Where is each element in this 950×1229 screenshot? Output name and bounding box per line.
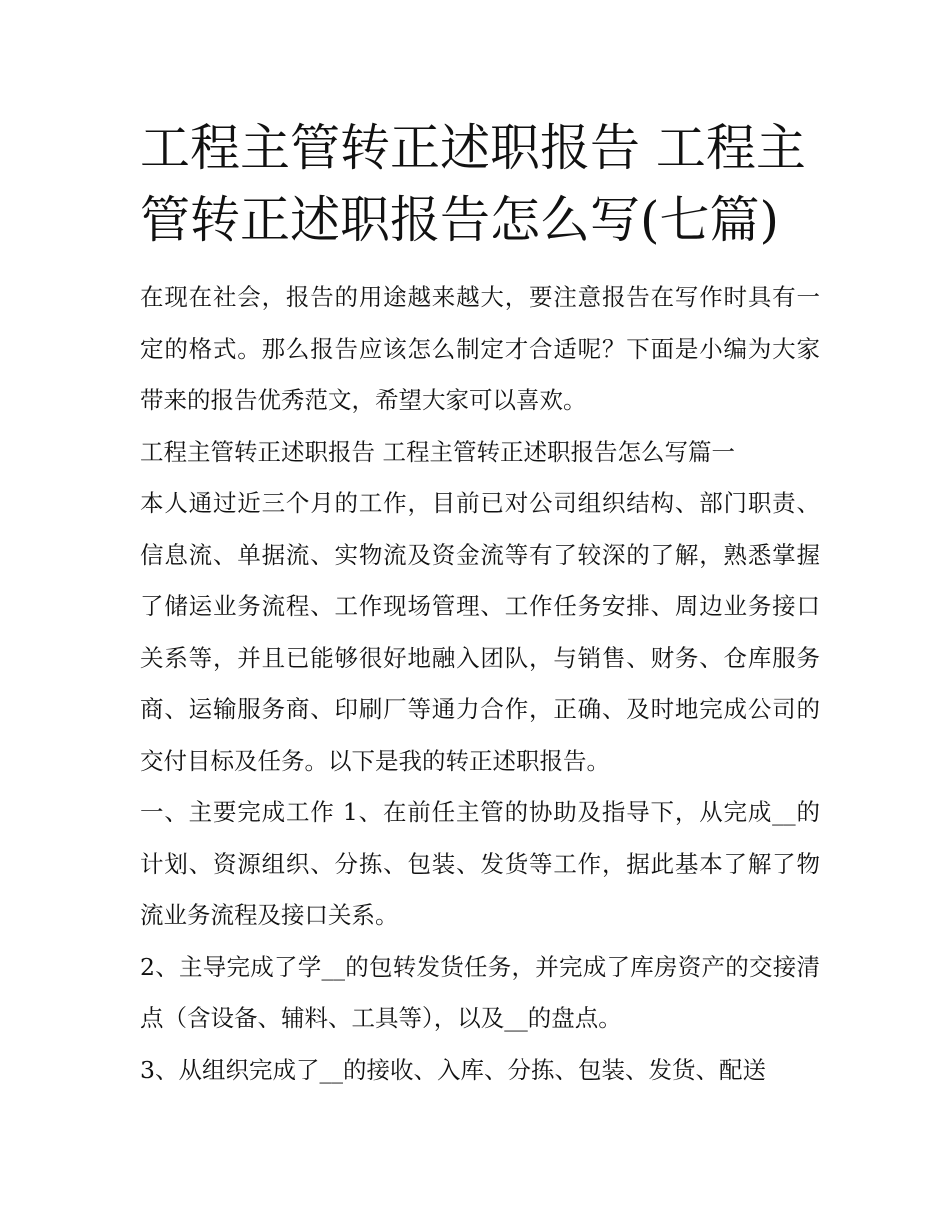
document-page [140, 112, 820, 1096]
section-heading: 工程主管转正述职报告 工程主管转正述职报告怎么写篇一 [140, 437, 735, 466]
paragraph-intro: 在现在社会，报告的用途越来越大，要注意报告在写作时具有一定的格式。那么报告应该怎么制定才合适呢？下面是小编为大家带来的报告优秀范文，希望大家可以喜欢。 [140, 283, 820, 414]
document-body [140, 272, 820, 1096]
document-title: 工程主管转正述职报告 工程主管转正述职报告怎么写(七篇) [140, 119, 806, 249]
paragraph-item-3: 3、从组织完成了__的接收、入库、分拣、包装、发货、配送 [140, 1055, 766, 1084]
paragraph-item-1: 一、主要完成工作 1、在前任主管的协助及指导下，从完成__的计划、资源组织、分拣、包装、发货等工作，据此基本了解了物流业务流程及接口关系。 [140, 798, 820, 929]
paragraph-overview: 本人通过近三个月的工作，目前已对公司组织结构、部门职责、信息流、单据流、实物流及资金流等有了较深的了解，熟悉掌握了储运业务流程、工作现场管理、工作任务安排、周边业务接口关系等，并且已能够很好地融入团队，与销售、财务、仓库服务商、运输服务商、印刷厂等通力合作，正确、及时地完成公司的交付目标及任务。以下是我的转正述职报告。 [140, 489, 820, 775]
paragraph-item-2: 2、主导完成了学__的包转发货任务，并完成了库房资产的交接清点（含设备、辅料、工具等），以及__的盘点。 [140, 952, 820, 1032]
